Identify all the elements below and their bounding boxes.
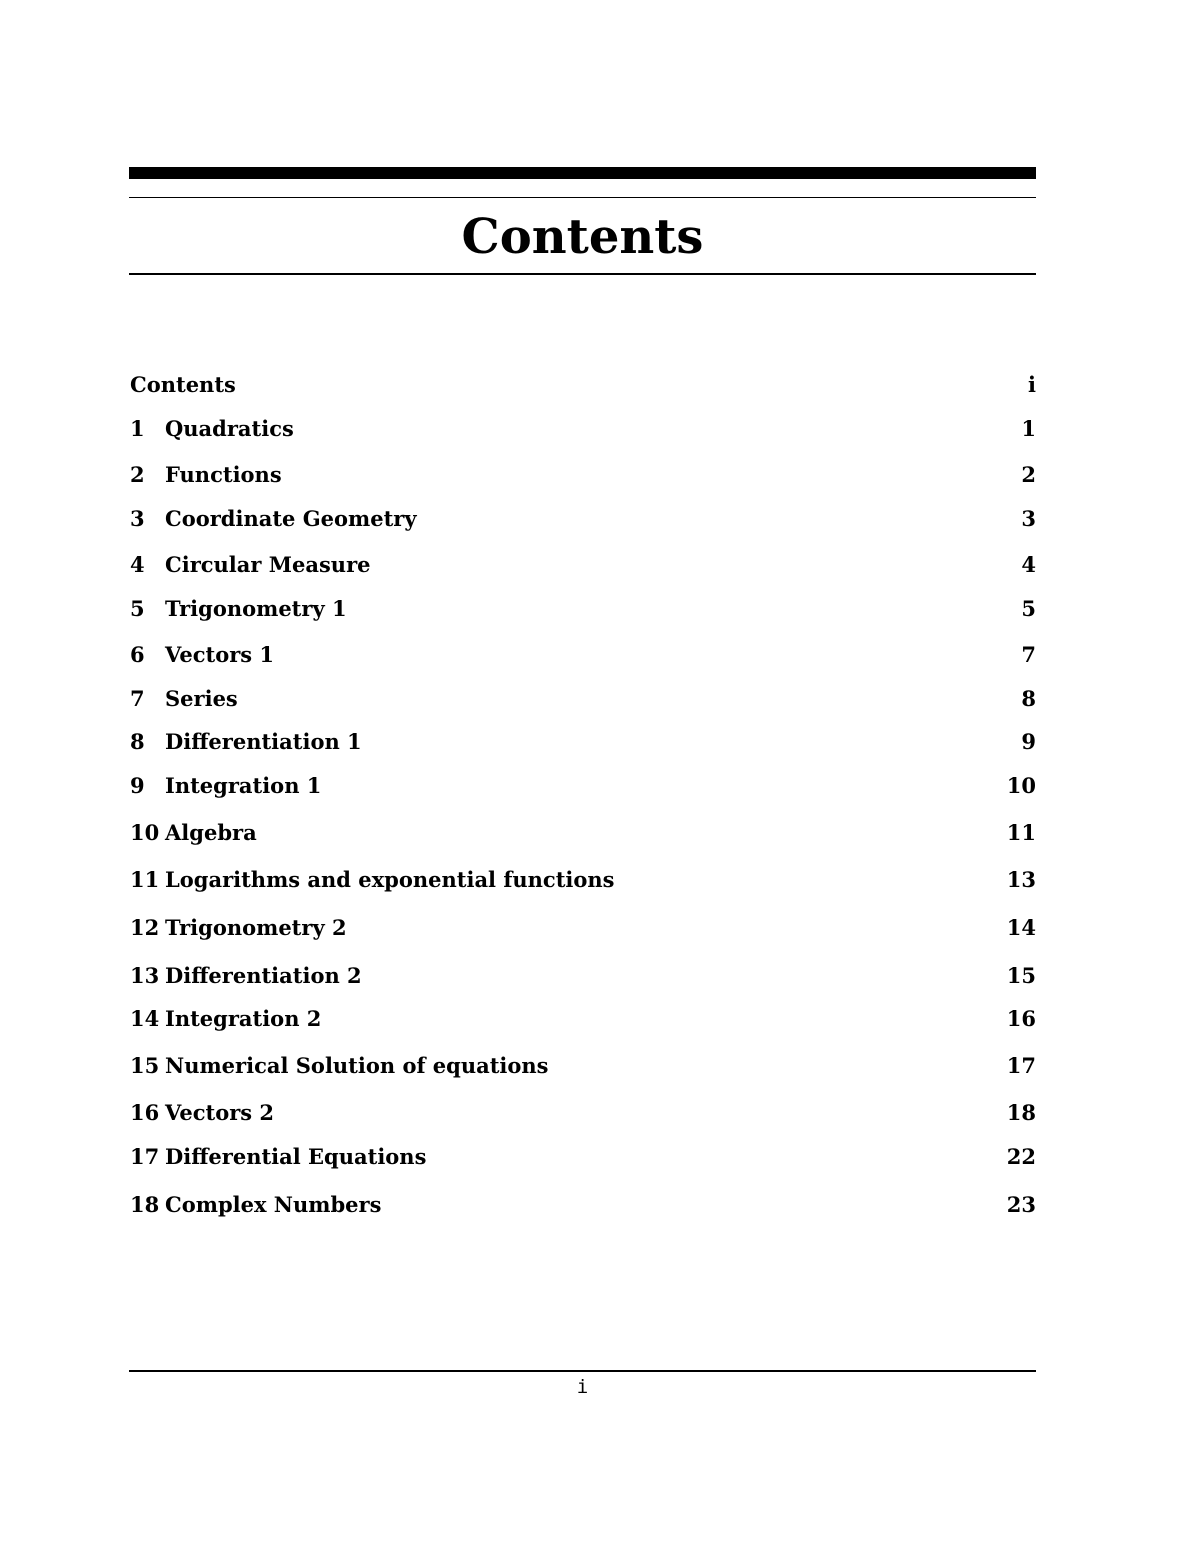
- toc-entry-title: Vectors 1: [165, 642, 275, 667]
- toc-entry-number: 16: [130, 1100, 160, 1125]
- toc-entry-number: 7: [130, 686, 145, 711]
- toc-entry-title: Differential Equations: [165, 1144, 427, 1169]
- toc-entry-page: 2: [1021, 462, 1036, 487]
- toc-entry-title: Integration 2: [165, 1006, 322, 1031]
- toc-entry-number: 12: [130, 915, 160, 940]
- toc-entry-page: 23: [1006, 1192, 1036, 1217]
- toc-entry-page: 11: [1006, 820, 1036, 845]
- toc-entry-number: 15: [130, 1053, 160, 1078]
- toc-entry[interactable]: [130, 818, 1036, 848]
- toc-entry-page: 16: [1006, 1006, 1036, 1031]
- toc-entry-title: Logarithms and exponential functions: [165, 867, 615, 892]
- top-thick-rule: [129, 167, 1036, 179]
- toc-entry-title: Circular Measure: [165, 552, 371, 577]
- toc-entry-title: Numerical Solution of equations: [165, 1053, 549, 1078]
- toc-entry-title: Differentiation 1: [165, 729, 362, 754]
- toc-entry-number: 14: [130, 1006, 160, 1031]
- toc-entry[interactable]: [130, 771, 1036, 801]
- toc-entry-number: 18: [130, 1192, 160, 1217]
- toc-entry-number: 2: [130, 462, 145, 487]
- toc-entry[interactable]: [130, 684, 1036, 714]
- toc-entry-title: Trigonometry 1: [165, 596, 347, 621]
- toc-entry-title: Contents: [130, 372, 236, 397]
- toc-entry-title: Algebra: [165, 820, 257, 845]
- toc-entry-page: 14: [1006, 915, 1036, 940]
- toc-entry-page: 22: [1006, 1144, 1036, 1169]
- toc-entry-page: 7: [1021, 642, 1036, 667]
- toc-entry-page: 1: [1021, 416, 1036, 441]
- toc-entry[interactable]: [130, 594, 1036, 624]
- toc-entry-title: Quadratics: [165, 416, 294, 441]
- toc-entry-contents[interactable]: [130, 370, 1036, 400]
- toc-entry-page: i: [1028, 372, 1036, 397]
- toc-entry[interactable]: [130, 727, 1036, 757]
- footer-rule: [129, 1370, 1036, 1372]
- toc-entry-number: 9: [130, 773, 145, 798]
- toc-entry[interactable]: [130, 1098, 1036, 1128]
- toc-entry-page: 17: [1006, 1053, 1036, 1078]
- toc-entry-number: 5: [130, 596, 145, 621]
- toc-entry-number: 11: [130, 867, 160, 892]
- toc-entry-number: 13: [130, 963, 160, 988]
- toc-entry-title: Trigonometry 2: [165, 915, 347, 940]
- toc-entry-page: 4: [1021, 552, 1036, 577]
- toc-entry[interactable]: [130, 550, 1036, 580]
- toc-entry-page: 5: [1021, 596, 1036, 621]
- toc-entry-number: 1: [130, 416, 145, 441]
- toc-entry[interactable]: [130, 1190, 1036, 1220]
- toc-entry[interactable]: [130, 1051, 1036, 1081]
- toc-entry-number: 6: [130, 642, 145, 667]
- toc-entry-number: 3: [130, 506, 145, 531]
- toc-entry-page: 18: [1006, 1100, 1036, 1125]
- toc-entry-title: Differentiation 2: [165, 963, 362, 988]
- toc-entry-number: 4: [130, 552, 145, 577]
- toc-entry-title: Series: [165, 686, 238, 711]
- toc-entry-page: 15: [1006, 963, 1036, 988]
- toc-entry-page: 9: [1021, 729, 1036, 754]
- toc-entry-title: Functions: [165, 462, 282, 487]
- top-thin-rule: [129, 197, 1036, 198]
- footer-page-number: i: [576, 1376, 589, 1398]
- toc-entry-title: Complex Numbers: [165, 1192, 382, 1217]
- toc-entry[interactable]: [130, 1142, 1036, 1172]
- toc-entry[interactable]: [130, 913, 1036, 943]
- toc-entry[interactable]: [130, 414, 1036, 444]
- page-title: Contents: [461, 209, 704, 265]
- title-underline: [129, 273, 1036, 275]
- toc-entry[interactable]: [130, 865, 1036, 895]
- toc-entry-page: 3: [1021, 506, 1036, 531]
- toc-entry-number: 8: [130, 729, 145, 754]
- toc-entry-number: 17: [130, 1144, 160, 1169]
- toc-entry[interactable]: [130, 640, 1036, 670]
- toc-entry[interactable]: [130, 460, 1036, 490]
- toc-entry-title: Coordinate Geometry: [165, 506, 417, 531]
- toc-entry[interactable]: [130, 1004, 1036, 1034]
- toc-entry-page: 13: [1006, 867, 1036, 892]
- toc-entry-page: 8: [1021, 686, 1036, 711]
- toc-entry-title: Integration 1: [165, 773, 322, 798]
- toc-entry-page: 10: [1006, 773, 1036, 798]
- toc-entry[interactable]: [130, 504, 1036, 534]
- toc-entry-number: 10: [130, 820, 160, 845]
- toc-entry[interactable]: [130, 961, 1036, 991]
- toc-entry-title: Vectors 2: [165, 1100, 275, 1125]
